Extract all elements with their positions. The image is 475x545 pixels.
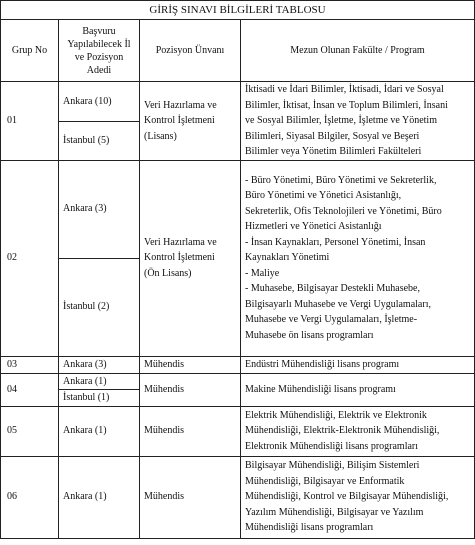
position-title: Mühendis <box>140 406 241 456</box>
table-title: GİRİŞ SINAVI BİLGİLERİ TABLOSU <box>1 1 475 20</box>
header-faculty-program: Mezun Olunan Fakülte / Program <box>241 20 475 82</box>
city-quota: İstanbul (2) <box>59 258 140 356</box>
faculty-program: Elektrik Mühendisliği, Elektrik ve Elektronik Mühendisliği, Elektrik-Elektronik Mühendisliği, Elektronik Mühendisliği lisans programları <box>241 406 475 456</box>
position-title: Veri Hazırlama ve Kontrol İşletmeni (Lisans) <box>140 82 241 161</box>
header-group-no: Grup No <box>1 20 59 82</box>
city-quota: Ankara (1) <box>59 373 140 390</box>
position-title: Mühendis <box>140 356 241 373</box>
faculty-program: - Büro Yönetimi, Büro Yönetimi ve Sekreterlik, Büro Yönetimi ve Yönetici Asistanlığı, Sekreterlik, Ofis Teknolojileri ve Yönetimi, Büro Hizmetleri ve Yönetici Asistanlığı - İnsan Kaynakları, Personel Yönetimi, İnsan Kaynakları Yönetimi - Maliye - Muhasebe, Bilgisayar Destekli Muhasebe, Bilgisayarlı Muhasebe ve Vergi Uygulamaları, Muhasebe ve Vergi Uygulamaları, İşletme- Muhasebe ön lisans programları <box>241 160 475 356</box>
position-title: Veri Hazırlama ve Kontrol İşletmeni (Ön Lisans) <box>140 160 241 356</box>
city-quota: İstanbul (1) <box>59 390 140 407</box>
group-number: 05 <box>1 406 59 456</box>
group-number: 02 <box>1 160 59 356</box>
position-title: Mühendis <box>140 456 241 538</box>
city-quota: İstanbul (5) <box>59 122 140 160</box>
city-quota: Ankara (1) <box>59 456 140 538</box>
city-quota: Ankara (3) <box>59 356 140 373</box>
faculty-program: İktisadi ve İdari Bilimler, İktisadi, İdari ve Sosyal Bilimler, İktisat, İnsan ve Toplum Bilimleri, İnsani ve Sosyal Bilimler, İşletme, İşletme ve Yönetim Bilimleri, Siyasal Bilgiler, Sosyal ve Beşeri Bilimler veya Yönetim Bilimleri Fakülteleri <box>241 82 475 161</box>
faculty-program: Makine Mühendisliği lisans programı <box>241 373 475 406</box>
header-applied-city: Başvuru Yapılabilecek İl ve Pozisyon Adedi <box>59 20 140 82</box>
faculty-program: Bilgisayar Mühendisliği, Bilişim Sistemleri Mühendisliği, Bilgisayar ve Enformatik Mühendisliği, Kontrol ve Bilgisayar Mühendisliği, Yazılım Mühendisliği, Bilgisayar ve Yazılım Mühendisliği lisans programları <box>241 456 475 538</box>
city-quota: Ankara (3) <box>59 160 140 258</box>
header-position-title: Pozisyon Ünvanı <box>140 20 241 82</box>
group-number: 03 <box>1 356 59 373</box>
position-title: Mühendis <box>140 373 241 406</box>
faculty-program: Endüstri Mühendisliği lisans programı <box>241 356 475 373</box>
group-number: 01 <box>1 82 59 161</box>
city-quota: Ankara (1) <box>59 406 140 456</box>
city-quota: Ankara (10) <box>59 82 140 122</box>
group-number: 04 <box>1 373 59 406</box>
group-number: 06 <box>1 456 59 538</box>
